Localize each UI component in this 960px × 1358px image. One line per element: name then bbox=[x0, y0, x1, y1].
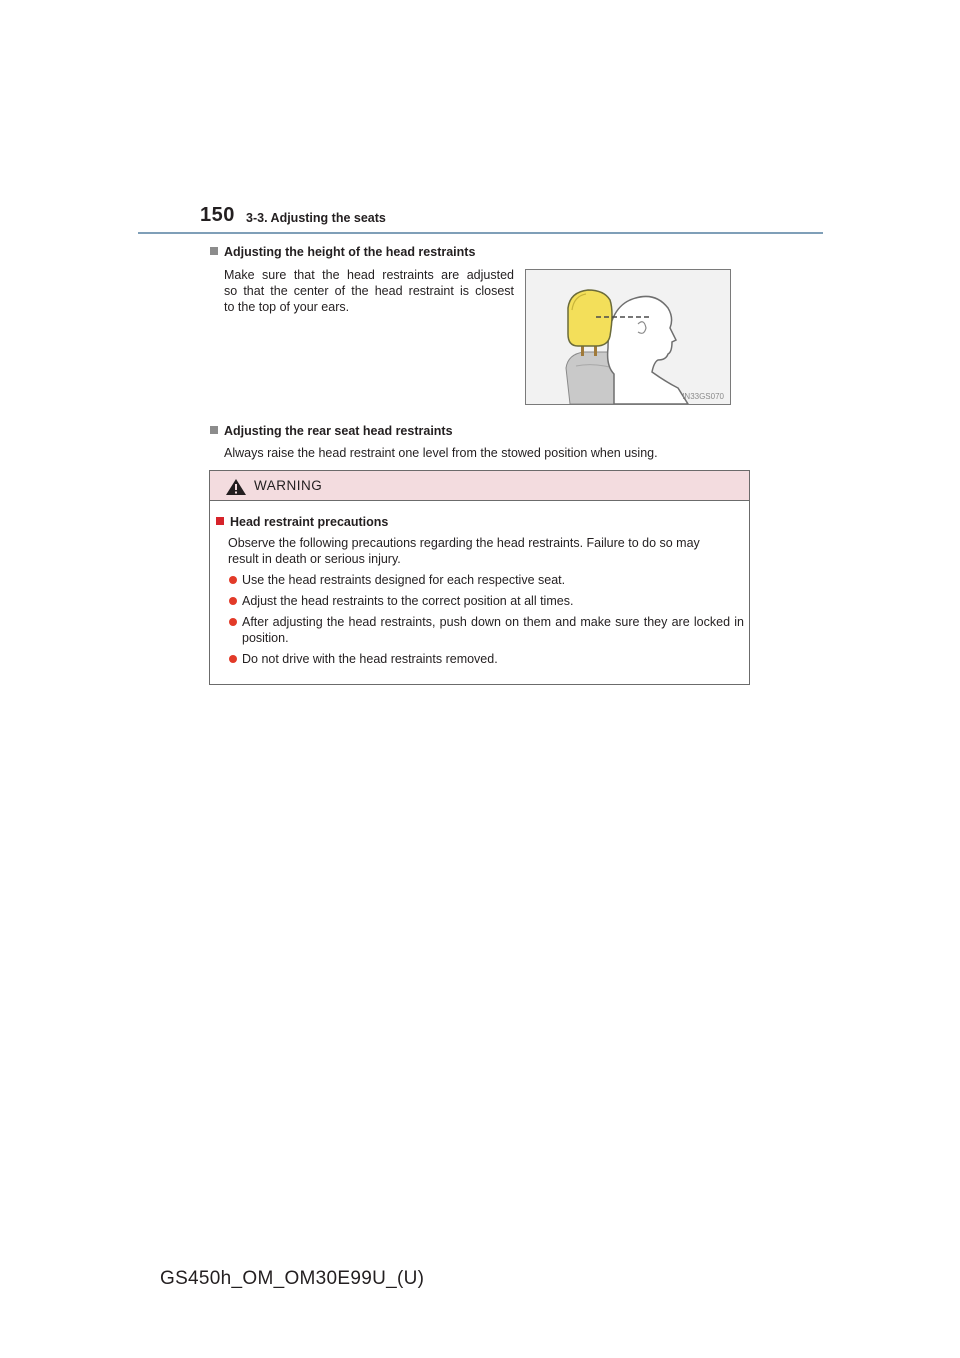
section-title: 3-3. Adjusting the seats bbox=[246, 211, 386, 225]
warning-header bbox=[210, 471, 749, 501]
square-bullet-icon bbox=[210, 426, 218, 434]
height-heading-text: Adjusting the height of the head restraints bbox=[224, 245, 476, 259]
height-text-line: to the top of your ears. bbox=[224, 300, 350, 314]
head-restraint-illustration bbox=[526, 270, 730, 404]
height-text-line: Make sure that the head restraints are adjusted bbox=[224, 268, 514, 282]
head-restraint-figure bbox=[525, 269, 731, 405]
warning-intro-line: result in death or serious injury. bbox=[228, 552, 401, 566]
warning-bullet-text: After adjusting the head restraints, push down on them and make sure they are locked in position. bbox=[242, 615, 744, 645]
square-bullet-icon bbox=[210, 247, 218, 255]
figure-code: IN33GS070 bbox=[682, 392, 724, 401]
warning-heading-text: Head restraint precautions bbox=[230, 515, 389, 529]
warning-triangle-icon bbox=[225, 478, 247, 496]
height-description bbox=[224, 267, 514, 315]
height-text-line: so that the center of the head restraint is closest bbox=[224, 284, 514, 298]
bullet-dot-icon bbox=[229, 576, 237, 584]
warning-intro-line: Observe the following precautions regarding the head restraints. Failure to do so may bbox=[228, 536, 700, 550]
warning-intro bbox=[228, 535, 740, 567]
page-number: 150 bbox=[200, 204, 235, 226]
warning-bullet-text: Use the head restraints designed for each respective seat. bbox=[242, 573, 566, 587]
height-heading bbox=[210, 245, 475, 259]
warning-box bbox=[209, 470, 750, 685]
bullet-dot-icon bbox=[229, 618, 237, 626]
rear-heading bbox=[210, 424, 453, 438]
header-rule bbox=[138, 232, 823, 234]
warning-bullet bbox=[228, 593, 744, 609]
rear-description: Always raise the head restraint one level from the stowed position when using. bbox=[224, 446, 658, 460]
rear-heading-text: Adjusting the rear seat head restraints bbox=[224, 424, 453, 438]
warning-bullet-text: Do not drive with the head restraints removed. bbox=[242, 652, 498, 666]
bullet-dot-icon bbox=[229, 597, 237, 605]
bullet-dot-icon bbox=[229, 655, 237, 663]
warning-bullet bbox=[228, 651, 744, 667]
warning-heading bbox=[216, 515, 388, 529]
square-bullet-icon bbox=[216, 517, 224, 525]
warning-bullet bbox=[228, 572, 744, 588]
warning-bullet bbox=[228, 614, 744, 646]
warning-bullet-text: Adjust the head restraints to the correct position at all times. bbox=[242, 594, 574, 608]
warning-label: WARNING bbox=[254, 478, 323, 493]
footer-code: GS450h_OM_OM30E99U_(U) bbox=[160, 1268, 425, 1289]
